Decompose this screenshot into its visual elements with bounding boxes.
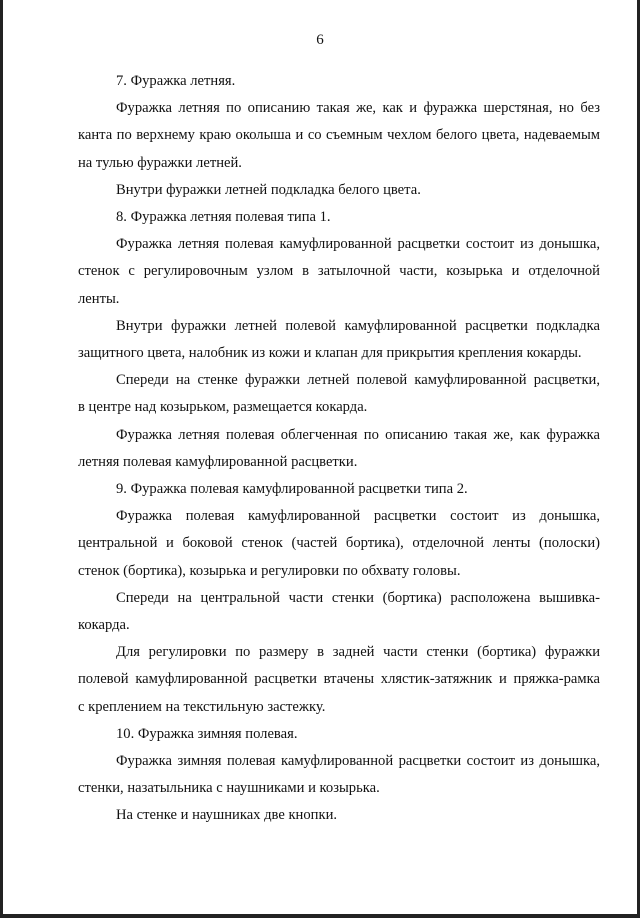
paragraph — [78, 367, 600, 421]
paragraph-line: Фуражка летняя полевая облегченная по описанию такая же, как фуражка — [116, 426, 600, 443]
paragraph — [78, 585, 600, 639]
scan-edge-left — [0, 0, 3, 918]
paragraph — [78, 748, 600, 802]
document-body — [78, 68, 600, 830]
paragraph-line: На стенке и наушниках две кнопки. — [116, 807, 338, 824]
paragraph — [78, 721, 600, 748]
paragraph-line: Спереди на стенке фуражки летней полевой камуфлированной расцветки, — [116, 372, 600, 389]
paragraph-line: на тулью фуражки летней. — [78, 154, 242, 171]
paragraph — [78, 231, 600, 313]
paragraph-line: стенки, назатыльника с наушниками и козырька. — [78, 780, 380, 797]
paragraph-line: 10. Фуражка зимняя полевая. — [116, 725, 298, 742]
paragraph-line: Внутри фуражки летней подкладка белого цвета. — [116, 181, 421, 198]
paragraph-line: центральной и боковой стенок (частей бортика), отделочной ленты (полоски) — [78, 535, 600, 552]
paragraph-line: Фуражка летняя полевая камуфлированной расцветки состоит из донышка, — [116, 236, 600, 253]
paragraph — [78, 639, 600, 721]
paragraph-line: в центре над козырьком, размещается кокарда. — [78, 399, 368, 416]
paragraph — [78, 422, 600, 476]
paragraph-line: Фуражка полевая камуфлированной расцветки состоит из донышка, — [116, 508, 600, 525]
paragraph-line: канта по верхнему краю околыша и со съемным чехлом белого цвета, надеваемым — [78, 127, 600, 144]
paragraph-line: Внутри фуражки летней полевой камуфлированной расцветки подкладка — [116, 317, 600, 334]
paragraph-line: летняя полевая камуфлированной расцветки. — [78, 453, 358, 470]
paragraph — [78, 503, 600, 585]
paragraph-line: 7. Фуражка летняя. — [116, 73, 236, 89]
paragraph-line: с креплением на текстильную застежку. — [78, 698, 326, 715]
paragraph-line: полевой камуфлированной расцветки втачены хлястик-затяжник и пряжка-рамка — [78, 671, 600, 688]
paragraph-line: 8. Фуражка летняя полевая типа 1. — [116, 209, 331, 226]
paragraph-line: кокарда. — [78, 617, 130, 634]
page-number: 6 — [316, 32, 324, 48]
paragraph-line: Фуражка летняя по описанию такая же, как и фуражка шерстяная, но без — [116, 100, 600, 117]
paragraph — [78, 313, 600, 367]
paragraph-line: ленты. — [78, 290, 120, 307]
paragraph — [78, 177, 600, 204]
paragraph — [78, 802, 600, 829]
paragraph-line: стенок (бортика), козырька и регулировки по обхвату головы. — [78, 562, 461, 579]
paragraph — [78, 204, 600, 231]
paragraph — [78, 476, 600, 503]
scan-edge-bottom — [0, 914, 640, 918]
paragraph-line: Спереди на центральной части стенки (бортика) расположена вышивка- — [116, 589, 600, 606]
paragraph — [78, 68, 600, 95]
paragraph-line: Для регулировки по размеру в задней части стенки (бортика) фуражки — [116, 644, 600, 661]
paragraph-line: Фуражка зимняя полевая камуфлированной расцветки состоит из донышка, — [116, 753, 600, 770]
paragraph-line: стенок с регулировочным узлом в затылочной части, козырька и отделочной — [78, 263, 600, 280]
paragraph — [78, 95, 600, 177]
paragraph-line: 9. Фуражка полевая камуфлированной расцветки типа 2. — [116, 481, 468, 498]
paragraph-line: защитного цвета, налобник из кожи и клапан для прикрытия крепления кокарды. — [78, 345, 582, 362]
